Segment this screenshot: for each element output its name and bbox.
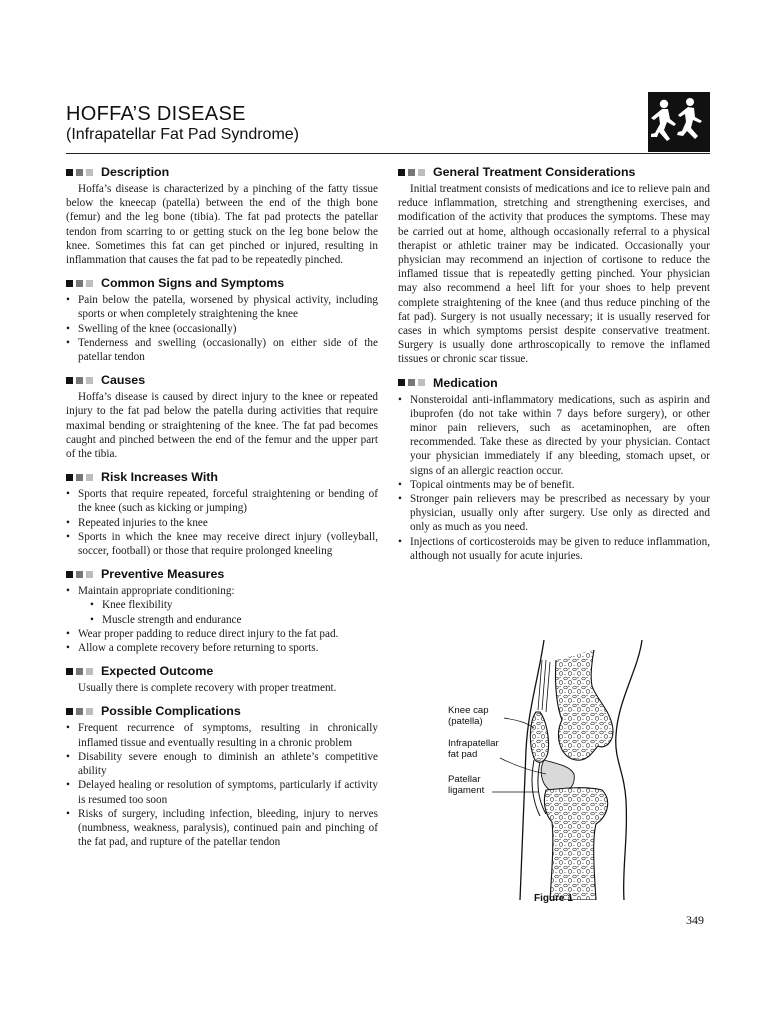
outcome-section [66, 663, 378, 695]
square-icon [86, 571, 93, 578]
outcome-heading: Expected Outcome [101, 664, 214, 679]
prevention-section [66, 566, 378, 655]
description-text: Hoffa’s disease is characterized by a pinching of the fatty tissue below the kneecap (patella) between the end of the thigh bone (femur) and the leg bone (tibia). The fat pad protects the patellar tendon from scarring to or getting stuck on the leg bone below the knee. Sometimes this fat can get pinched or injured, resulting in inflammation that causes the fat pad to be repeatedly pinched. [66, 183, 378, 267]
signs-list [66, 293, 378, 364]
figure-label-line: Knee cap [448, 705, 489, 716]
square-icon [418, 169, 425, 176]
description-section [66, 164, 378, 267]
prevention-heading: Preventive Measures [101, 567, 225, 582]
list-item: • Risks of surgery, including infection, bleeding, injury to nerves (numbness, weakness, paralysis), continued pain and pinching of the fat pad, and rupture of the patellar tendon [66, 807, 378, 850]
list-item: • Tenderness and swelling (occasionally) on either side of the patellar tendon [66, 336, 378, 364]
square-icon [66, 377, 73, 384]
prevention-sublist [78, 598, 378, 626]
section-heading [398, 375, 710, 391]
list-item: • Pain below the patella, worsened by physical activity, including sports or when completely straightening the knee [66, 293, 378, 321]
list-item [66, 584, 378, 627]
list-item: • Repeated injuries to the knee [66, 516, 378, 530]
causes-heading: Causes [101, 373, 146, 388]
square-icon [86, 708, 93, 715]
causes-section [66, 372, 378, 461]
knee-anatomy-illustration [446, 640, 710, 900]
figure-label-line: Infrapatellar [448, 738, 499, 749]
complications-heading: Possible Complications [101, 704, 241, 719]
sub-list-item: • Muscle strength and endurance [90, 613, 378, 627]
square-icon [398, 379, 405, 386]
list-item: • Allow a complete recovery before returning to sports. [66, 641, 378, 655]
figure-label-kneecap [448, 705, 489, 727]
square-icon [66, 280, 73, 287]
list-item: • Delayed healing or resolution of symptoms, particularly if activity is resumed too soon [66, 778, 378, 806]
section-heading [398, 164, 710, 180]
square-icon [76, 280, 83, 287]
section-heading [66, 372, 378, 388]
prevention-list [66, 584, 378, 655]
list-item: • Stronger pain relievers may be prescribed as necessary by your physician, usually only after surgery. Use only as directed and only as much as you need. [398, 492, 710, 535]
right-column [398, 164, 710, 571]
list-item: • Wear proper padding to reduce direct injury to the fat pad. [66, 627, 378, 641]
square-icon [398, 169, 405, 176]
list-item: • Sports that require repeated, forceful straightening or bending of the knee (such as kicking or jumping) [66, 487, 378, 515]
description-heading: Description [101, 165, 170, 179]
square-icon [408, 379, 415, 386]
square-icon [66, 474, 73, 481]
list-item: • Disability severe enough to diminish an athlete’s competitive ability [66, 750, 378, 778]
square-icon [66, 668, 73, 675]
section-heading [66, 663, 378, 679]
medication-list [398, 393, 710, 563]
square-icon [418, 379, 425, 386]
square-icon [66, 708, 73, 715]
square-icon [76, 571, 83, 578]
square-icon [86, 169, 93, 176]
risk-heading: Risk Increases With [101, 470, 218, 485]
square-icon [86, 474, 93, 481]
title-divider [66, 153, 710, 154]
figure-label-line: fat pad [448, 749, 478, 760]
section-heading [66, 164, 378, 180]
treatment-section [398, 164, 710, 367]
figure-label-fat-pad [448, 738, 499, 760]
list-item: • Swelling of the knee (occasionally) [66, 322, 378, 336]
list-item: • Nonsteroidal anti-inflammatory medications, such as aspirin and ibuprofen (do not take within 7 days before surgery), or other minor pain relievers, such as acetaminophen, are often recommended. Take these as directed by your physician. Contact your physician immediately if any bleeding, stomach upset, or signs of an allergic reaction occur. [398, 393, 710, 478]
treatment-heading: General Treatment Considerations [433, 165, 636, 179]
square-icon [408, 169, 415, 176]
square-icon [86, 377, 93, 384]
figure-caption: Figure 1 [534, 893, 573, 904]
outcome-text: Usually there is complete recovery with proper treatment. [78, 682, 337, 695]
section-heading [66, 566, 378, 582]
figure-label-line: ligament [448, 785, 485, 796]
figure-label-line: (patella) [448, 716, 483, 727]
section-heading [66, 275, 378, 291]
section-heading [66, 469, 378, 485]
square-icon [86, 668, 93, 675]
causes-text: Hoffa’s disease is caused by direct injury to the knee or repeated injury to the fat pad below the patella during activities that require maximal bending or straightening of the knee. The fat pad becomes caught and pinched between the end of the femur and the upper part of the tibia. [66, 391, 378, 461]
square-icon [66, 571, 73, 578]
page-title: HOFFA’S DISEASE [66, 103, 246, 125]
square-icon [76, 169, 83, 176]
square-icon [76, 474, 83, 481]
risk-section [66, 469, 378, 558]
complications-section [66, 703, 378, 849]
square-icon [76, 708, 83, 715]
page-subtitle: (Infrapatellar Fat Pad Syndrome) [66, 126, 299, 143]
medication-section [398, 375, 710, 563]
list-item: • Topical ointments may be of benefit. [398, 478, 710, 492]
section-heading [66, 703, 378, 719]
figure-label-ligament [448, 774, 484, 796]
left-column [66, 164, 378, 857]
list-item: • Injections of corticosteroids may be given to reduce inflammation, although not usually for acute injuries. [398, 535, 710, 563]
page-number: 349 [686, 913, 704, 927]
sub-list-item: • Knee flexibility [90, 598, 378, 612]
square-icon [86, 280, 93, 287]
running-figures-icon [648, 92, 710, 152]
square-icon [76, 668, 83, 675]
list-item-text: Maintain appropriate conditioning: [78, 585, 235, 598]
square-icon [76, 377, 83, 384]
risk-list [66, 487, 378, 558]
medication-heading: Medication [433, 375, 498, 390]
complications-list [66, 721, 378, 849]
signs-section [66, 275, 378, 364]
list-item: • Sports in which the knee may receive direct injury (volleyball, soccer, football) or those that require prolonged kneeling [66, 530, 378, 558]
square-icon [66, 169, 73, 176]
list-item: • Frequent recurrence of symptoms, resulting in chronically inflamed tissue and eventually resulting in a chronic problem [66, 721, 378, 749]
treatment-text: Initial treatment consists of medications and ice to relieve pain and reduce inflammation, stretching and strengthening exercises, and modification of the activity that produces the symptoms. These may be carried out at home, although occasionally referral to a physical therapist or athletic trainer may be indicated. Occasionally your physician may recommend an injection of cortisone to reduce the inflamed tissue that is repeatedly getting pinched. Your physician may also recommend a heel lift for your shoes to help prevent complete straightening of the knee (and thus reduce pinching of the fat pad). Surgery is not usually necessary; it is usually reserved for cases in which symptoms persist despite conservative treatment. Surgery is usually done arthroscopically to remove the inflamed tissues or chronic scar tissue. [398, 183, 710, 366]
figure-label-line: Patellar [448, 774, 481, 785]
signs-heading: Common Signs and Symptoms [101, 276, 285, 291]
